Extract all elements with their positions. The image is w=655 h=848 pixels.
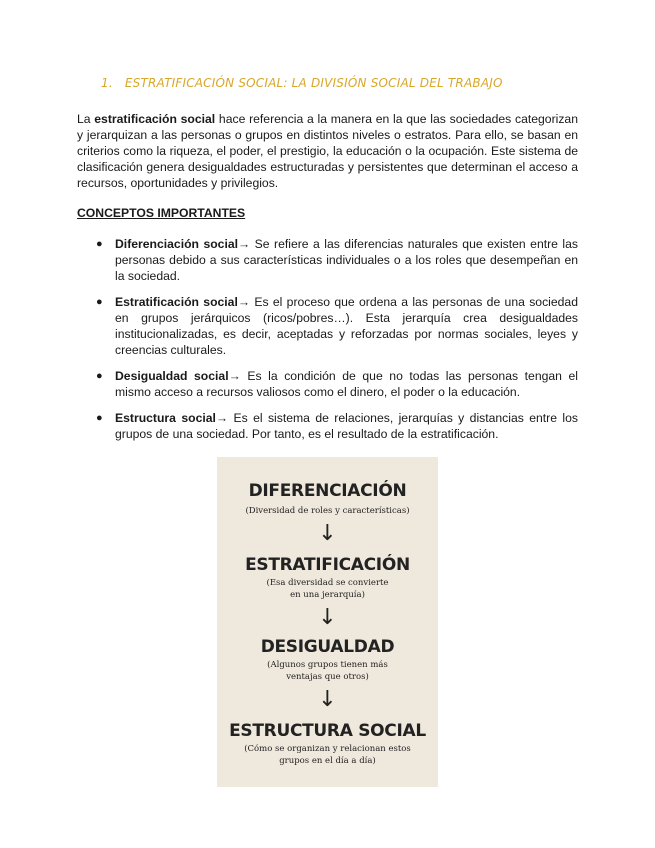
section-title: ESTRATIFICACIÓN SOCIAL: LA DIVISIÓN SOCIAL DEL TRABAJO: [124, 76, 503, 90]
concept-arrow: →: [237, 295, 251, 309]
concept-text: Es el proceso que ordena a las personas de una sociedad en grupos jerárquicos (ricos/pobres…). Esta jerarquía crea desigualdades institucionalizadas, es decir, aceptadas y reforzadas por normas sociales, leyes y creencias culturales.: [115, 295, 578, 357]
diagram-step-title: ESTRUCTURA SOCIAL: [229, 721, 426, 741]
concept-term: Diferenciación social: [115, 237, 238, 251]
diagram-step-description: (Esa diversidad se convierte: [266, 578, 389, 588]
concept-text: Es la condición de que no todas las personas tengan el mismo acceso a recursos valiosos como el dinero, el poder o la educación.: [115, 369, 578, 399]
diagram-step-description: en una jerarquía): [290, 590, 365, 600]
bullet-icon: ●: [96, 370, 103, 382]
down-arrow-icon: ↓: [318, 687, 337, 712]
concept-term: Estratificación social: [115, 295, 238, 309]
intro-body: hace referencia a la manera en la que las sociedades categorizan y jerarquizan a las personas o grupos en distintos niveles o estratos. Para ello, se basan en criterios como la riqueza, el poder, el prestigio, la educación o la ocupación. Este sistema de clasificación genera desigualdades estructuradas y persistentes que determinan el acceso a recursos, oportunidades y privilegios.: [77, 112, 578, 190]
concept-item: [77, 294, 578, 358]
diagram-step-title: ESTRATIFICACIÓN: [245, 555, 410, 575]
down-arrow-icon: ↓: [318, 605, 337, 630]
concept-arrow: →: [238, 237, 251, 251]
concept-term: Desigualdad social: [115, 369, 229, 383]
intro-paragraph: [77, 111, 578, 191]
intro-term: estratificación social: [94, 112, 216, 126]
down-arrow-icon: ↓: [318, 521, 337, 546]
concepts-heading: CONCEPTOS IMPORTANTES: [77, 206, 246, 220]
diagram-step-title: DESIGUALDAD: [260, 637, 395, 657]
bullet-icon: ●: [96, 412, 103, 424]
section-heading: [101, 76, 503, 90]
bullet-icon: ●: [96, 238, 103, 250]
stratification-diagram: [217, 457, 438, 787]
concept-text: Es el sistema de relaciones, jerarquías y distancias entre los grupos de una sociedad. Por tanto, es el resultado de la estratificación.: [115, 411, 578, 441]
diagram-step-title: DIFERENCIACIÓN: [248, 481, 407, 501]
diagram-step-description: grupos en el día a día): [279, 756, 376, 766]
concept-term: Estructura social: [115, 411, 216, 425]
diagram-step-description: (Diversidad de roles y características): [245, 506, 410, 516]
diagram-step-description: (Algunos grupos tienen más: [267, 660, 388, 670]
concept-arrow: →: [228, 369, 241, 383]
concept-text: Se refiere a las diferencias naturales que existen entre las personas debido a sus características individuales o a los roles que desempeñan en la sociedad.: [115, 237, 578, 283]
diagram-step-description: (Cómo se organizan y relacionan estos: [244, 744, 411, 754]
concept-item: [77, 236, 578, 284]
concepts-list: [77, 236, 578, 452]
intro-lead: La: [77, 112, 95, 126]
concept-item: [77, 368, 578, 400]
section-number: 1.: [101, 76, 113, 90]
concept-arrow: →: [215, 411, 229, 425]
bullet-icon: ●: [96, 296, 103, 308]
concept-item: [77, 410, 578, 442]
diagram-step-description: ventajas que otros): [286, 672, 369, 682]
